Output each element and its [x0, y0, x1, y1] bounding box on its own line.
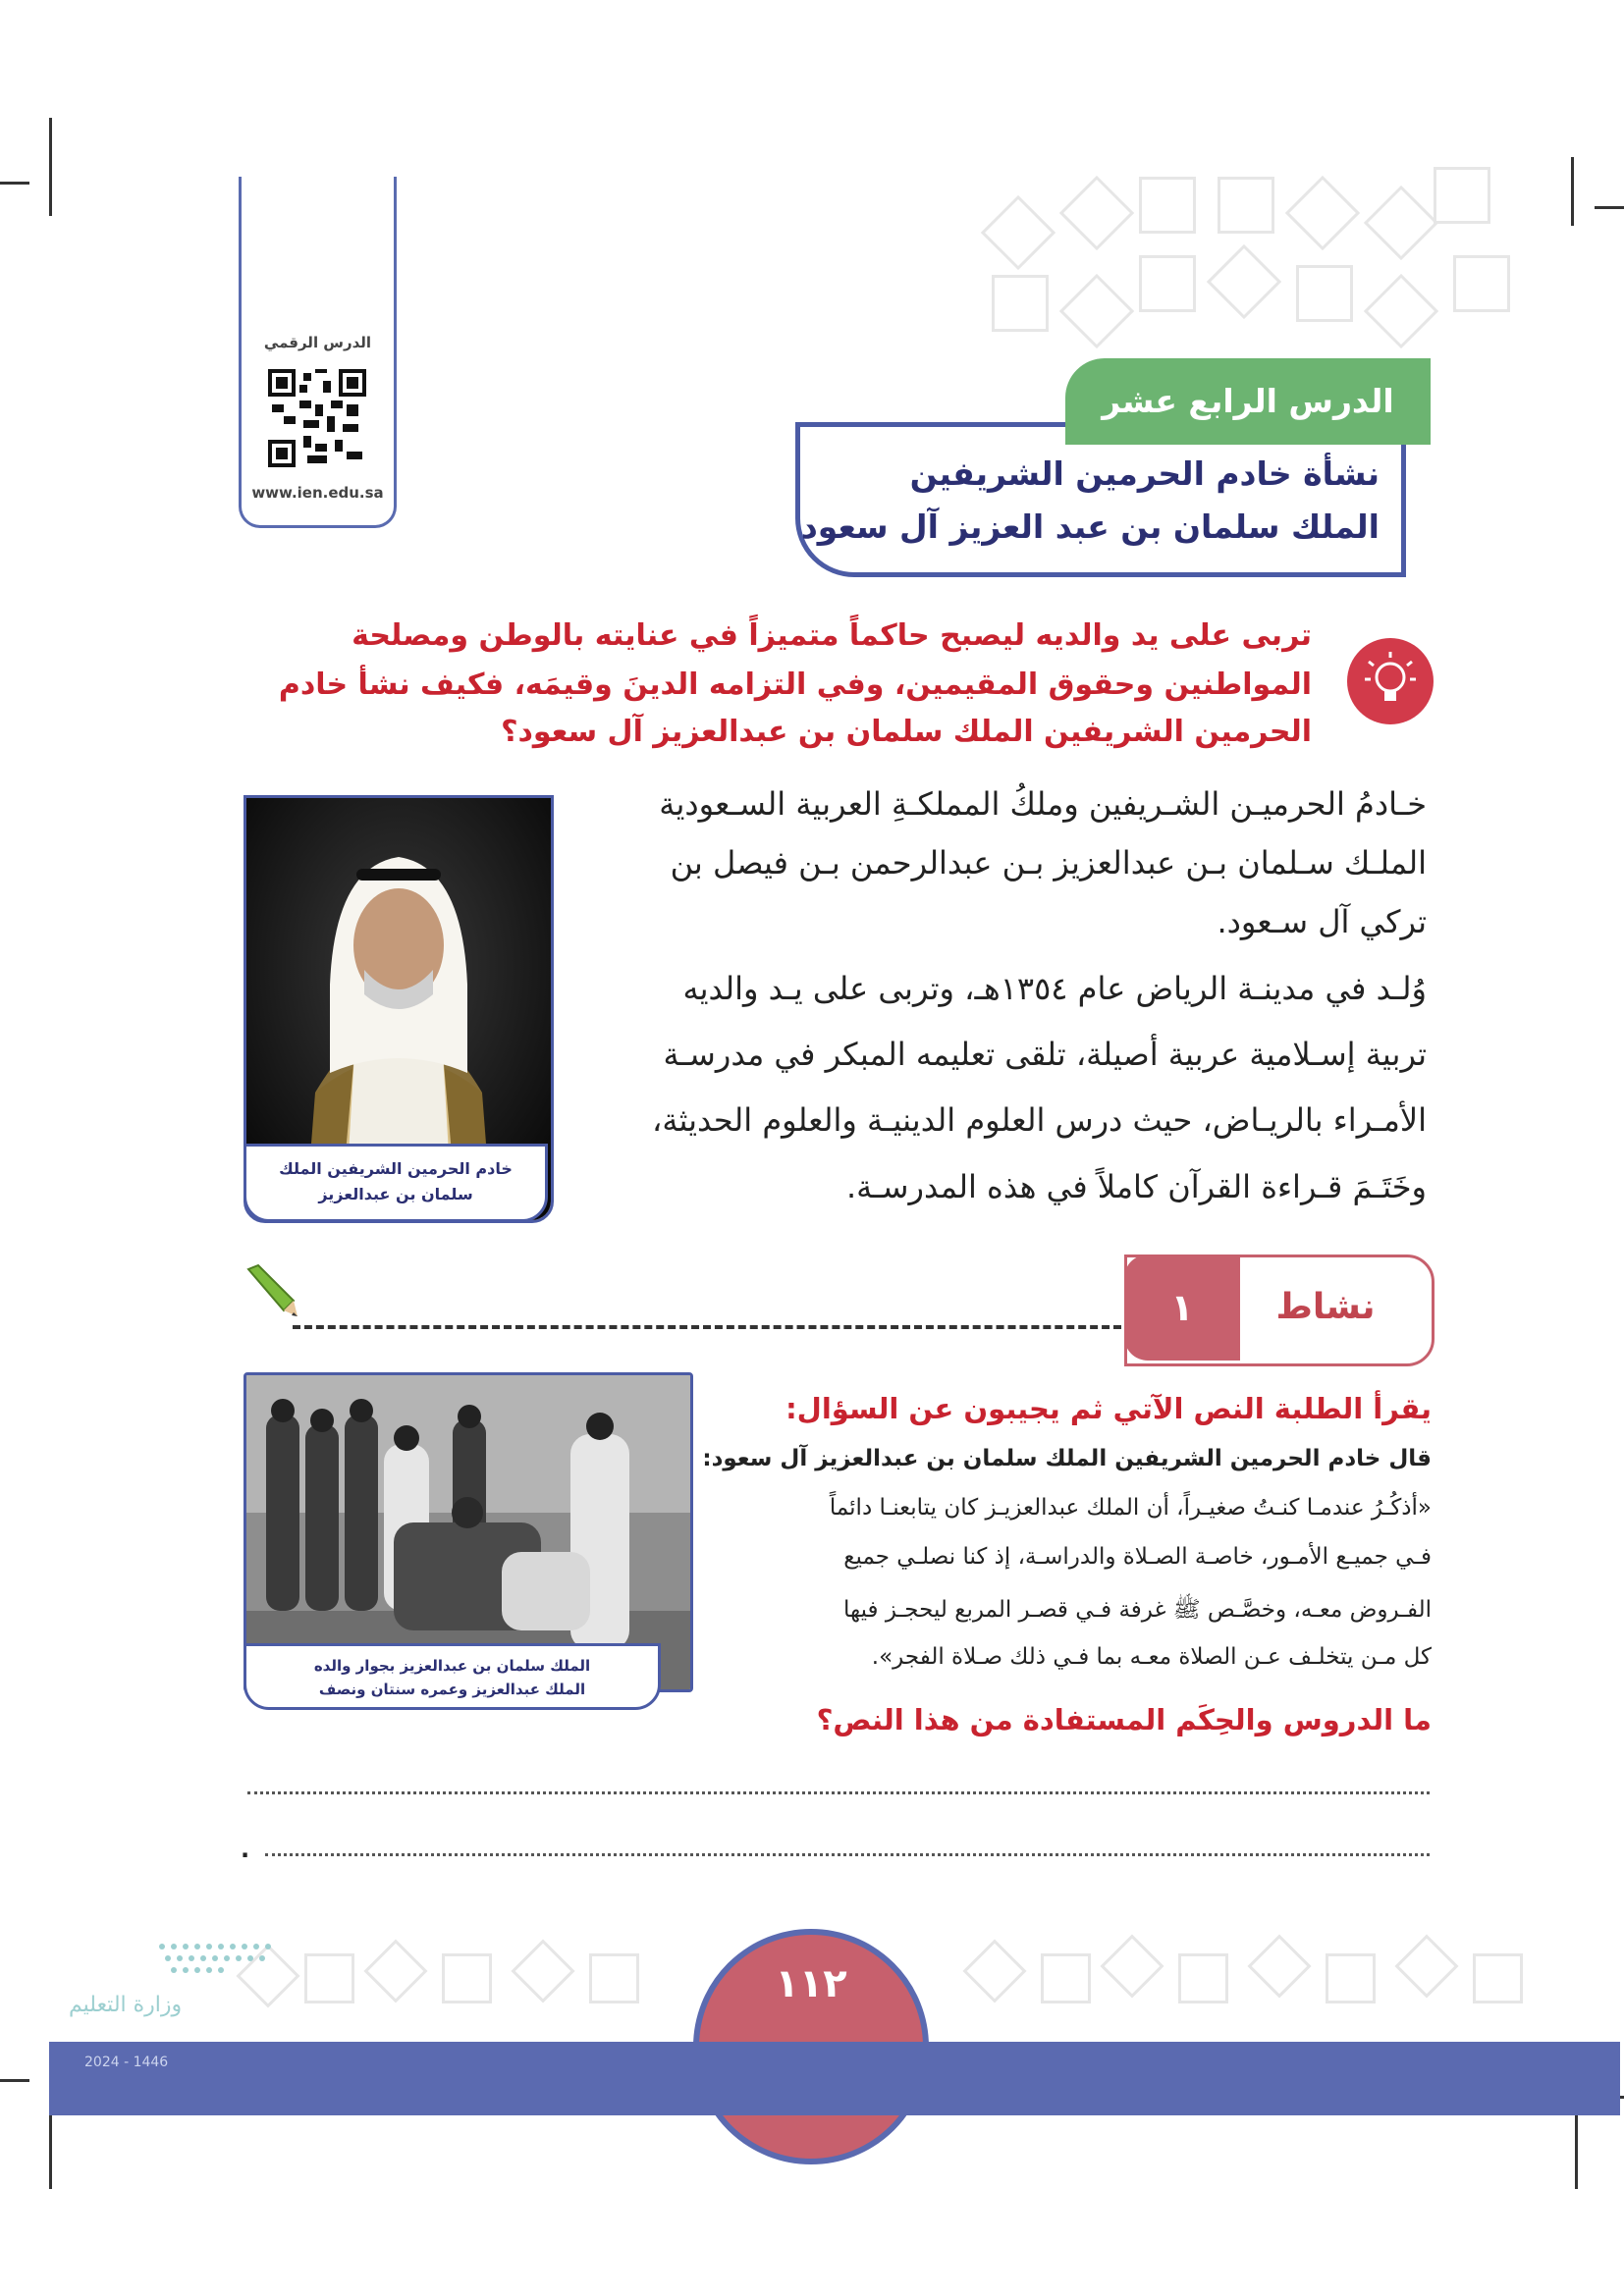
quote-line: «أذكُـرُ عندمـا كنـتُ صغيـراً، أن الملك عبدالعزيـز كان يتابعنـا دائماً	[829, 1495, 1432, 1521]
activity-number: ١	[1170, 1286, 1194, 1329]
qr-code-icon[interactable]	[268, 369, 366, 467]
body-line: تركي آل سـعود.	[1217, 903, 1427, 940]
crop-mark	[49, 2110, 52, 2189]
lightbulb-icon	[1347, 638, 1434, 724]
body-line: تربية إسـلامية عربية أصيلة، تلقى تعليمه المبكر في مدرسـة	[663, 1036, 1427, 1073]
ministry-year: 2024 - 1446	[84, 2055, 169, 2070]
ministry-logo-text: وزارة التعليم	[69, 1993, 183, 2017]
ministry-logo-dots-icon	[152, 1939, 290, 1978]
photo1-caption	[244, 1144, 548, 1222]
quote-line: كل مـن يتخلـف عـن الصلاة معـه بما فـي ذلك صـلاة الفجر».	[871, 1644, 1432, 1670]
answer-end-dot: .	[241, 1836, 250, 1863]
quote-line: فـي جميـع الأمـور، خاصـة الصـلاة والدراسـة، إذ كنا نصلـي جميع	[843, 1544, 1432, 1570]
caption-line: سلمان بن عبدالعزيز	[318, 1185, 473, 1203]
digital-lesson-box[interactable]	[239, 177, 397, 528]
intro-line: تربى على يد والديه ليصبح حاكماً متميزاً في عنايته بالوطن ومصلحة	[352, 618, 1312, 653]
crop-mark	[0, 182, 29, 185]
answer-line[interactable]	[265, 1853, 1430, 1856]
answer-line[interactable]	[247, 1791, 1430, 1794]
quote-title: قال خادم الحرمين الشريفين الملك سلمان بن عبدالعزيز آل سعود:	[702, 1446, 1432, 1471]
crop-mark	[1595, 206, 1624, 209]
digital-lesson-label: الدرس الرقمي	[263, 334, 372, 351]
lesson-number-tab: الدرس الرابع عشر	[1065, 358, 1431, 445]
activity-label: نشاط	[1275, 1287, 1376, 1327]
lesson-title-line2: الملك سلمان بن عبد العزيز آل سعود	[800, 507, 1380, 546]
body-line: الملـك سـلمان بـن عبدالعزيز بـن عبدالرحمن بـن فيصل بن	[670, 844, 1427, 881]
digital-url[interactable]: www.ien.edu.sa	[251, 484, 384, 502]
crop-mark	[1571, 157, 1574, 226]
caption-line: الملك سلمان بن عبدالعزيز بجوار والده	[313, 1657, 591, 1675]
body-line: وُلـد في مدينـة الرياض عام ١٣٥٤هـ، وتربى على يـد والديه	[682, 970, 1427, 1007]
caption-line: الملك عبدالعزيز وعمره سنتان ونصف	[318, 1681, 586, 1698]
quote-line: الفـروض معـه، وخصَّـص ﷺ غرفة فـي قصـر المربع ليحجـز فيها	[842, 1597, 1432, 1623]
body-line: خـادمُ الحرميـن الشـريفين وملكُ المملكـةِ العربية السـعودية	[659, 785, 1427, 823]
intro-line: الحرمين الشريفين الملك سلمان بن عبدالعزيز آل سعود؟	[501, 715, 1312, 749]
photo2-caption	[244, 1643, 661, 1710]
footer-band-overlay	[49, 2042, 1620, 2115]
activity-heading: يقرأ الطلبة النص الآتي ثم يجيبون عن السؤال:	[785, 1392, 1432, 1425]
lesson-title-line1: نشأة خادم الحرمين الشريفين	[909, 454, 1380, 493]
body-line: الأمـراء بالريـاض، حيث درس العلوم الدينيـة والعلوم الحديثة،	[652, 1101, 1427, 1139]
pencil-icon	[241, 1261, 299, 1320]
crop-mark	[49, 118, 52, 216]
caption-line: خادم الحرمين الشريفين الملك	[279, 1159, 513, 1178]
lesson-title-box	[795, 422, 1406, 577]
crop-mark	[0, 2079, 29, 2082]
body-line: وخَتَـمَ قـراءة القرآن كاملاً في هذه المدرسـة.	[845, 1168, 1427, 1205]
dashed-separator	[293, 1325, 1121, 1329]
activity-question: ما الدروس والحِكَم المستفادة من هذا النص؟	[816, 1703, 1432, 1736]
intro-line: المواطنين وحقوق المقيمين، وفي التزامه الدينَ وقيمَه، فكيف نشأ خادم	[278, 667, 1312, 702]
page-number: ١١٢	[775, 1961, 847, 2006]
